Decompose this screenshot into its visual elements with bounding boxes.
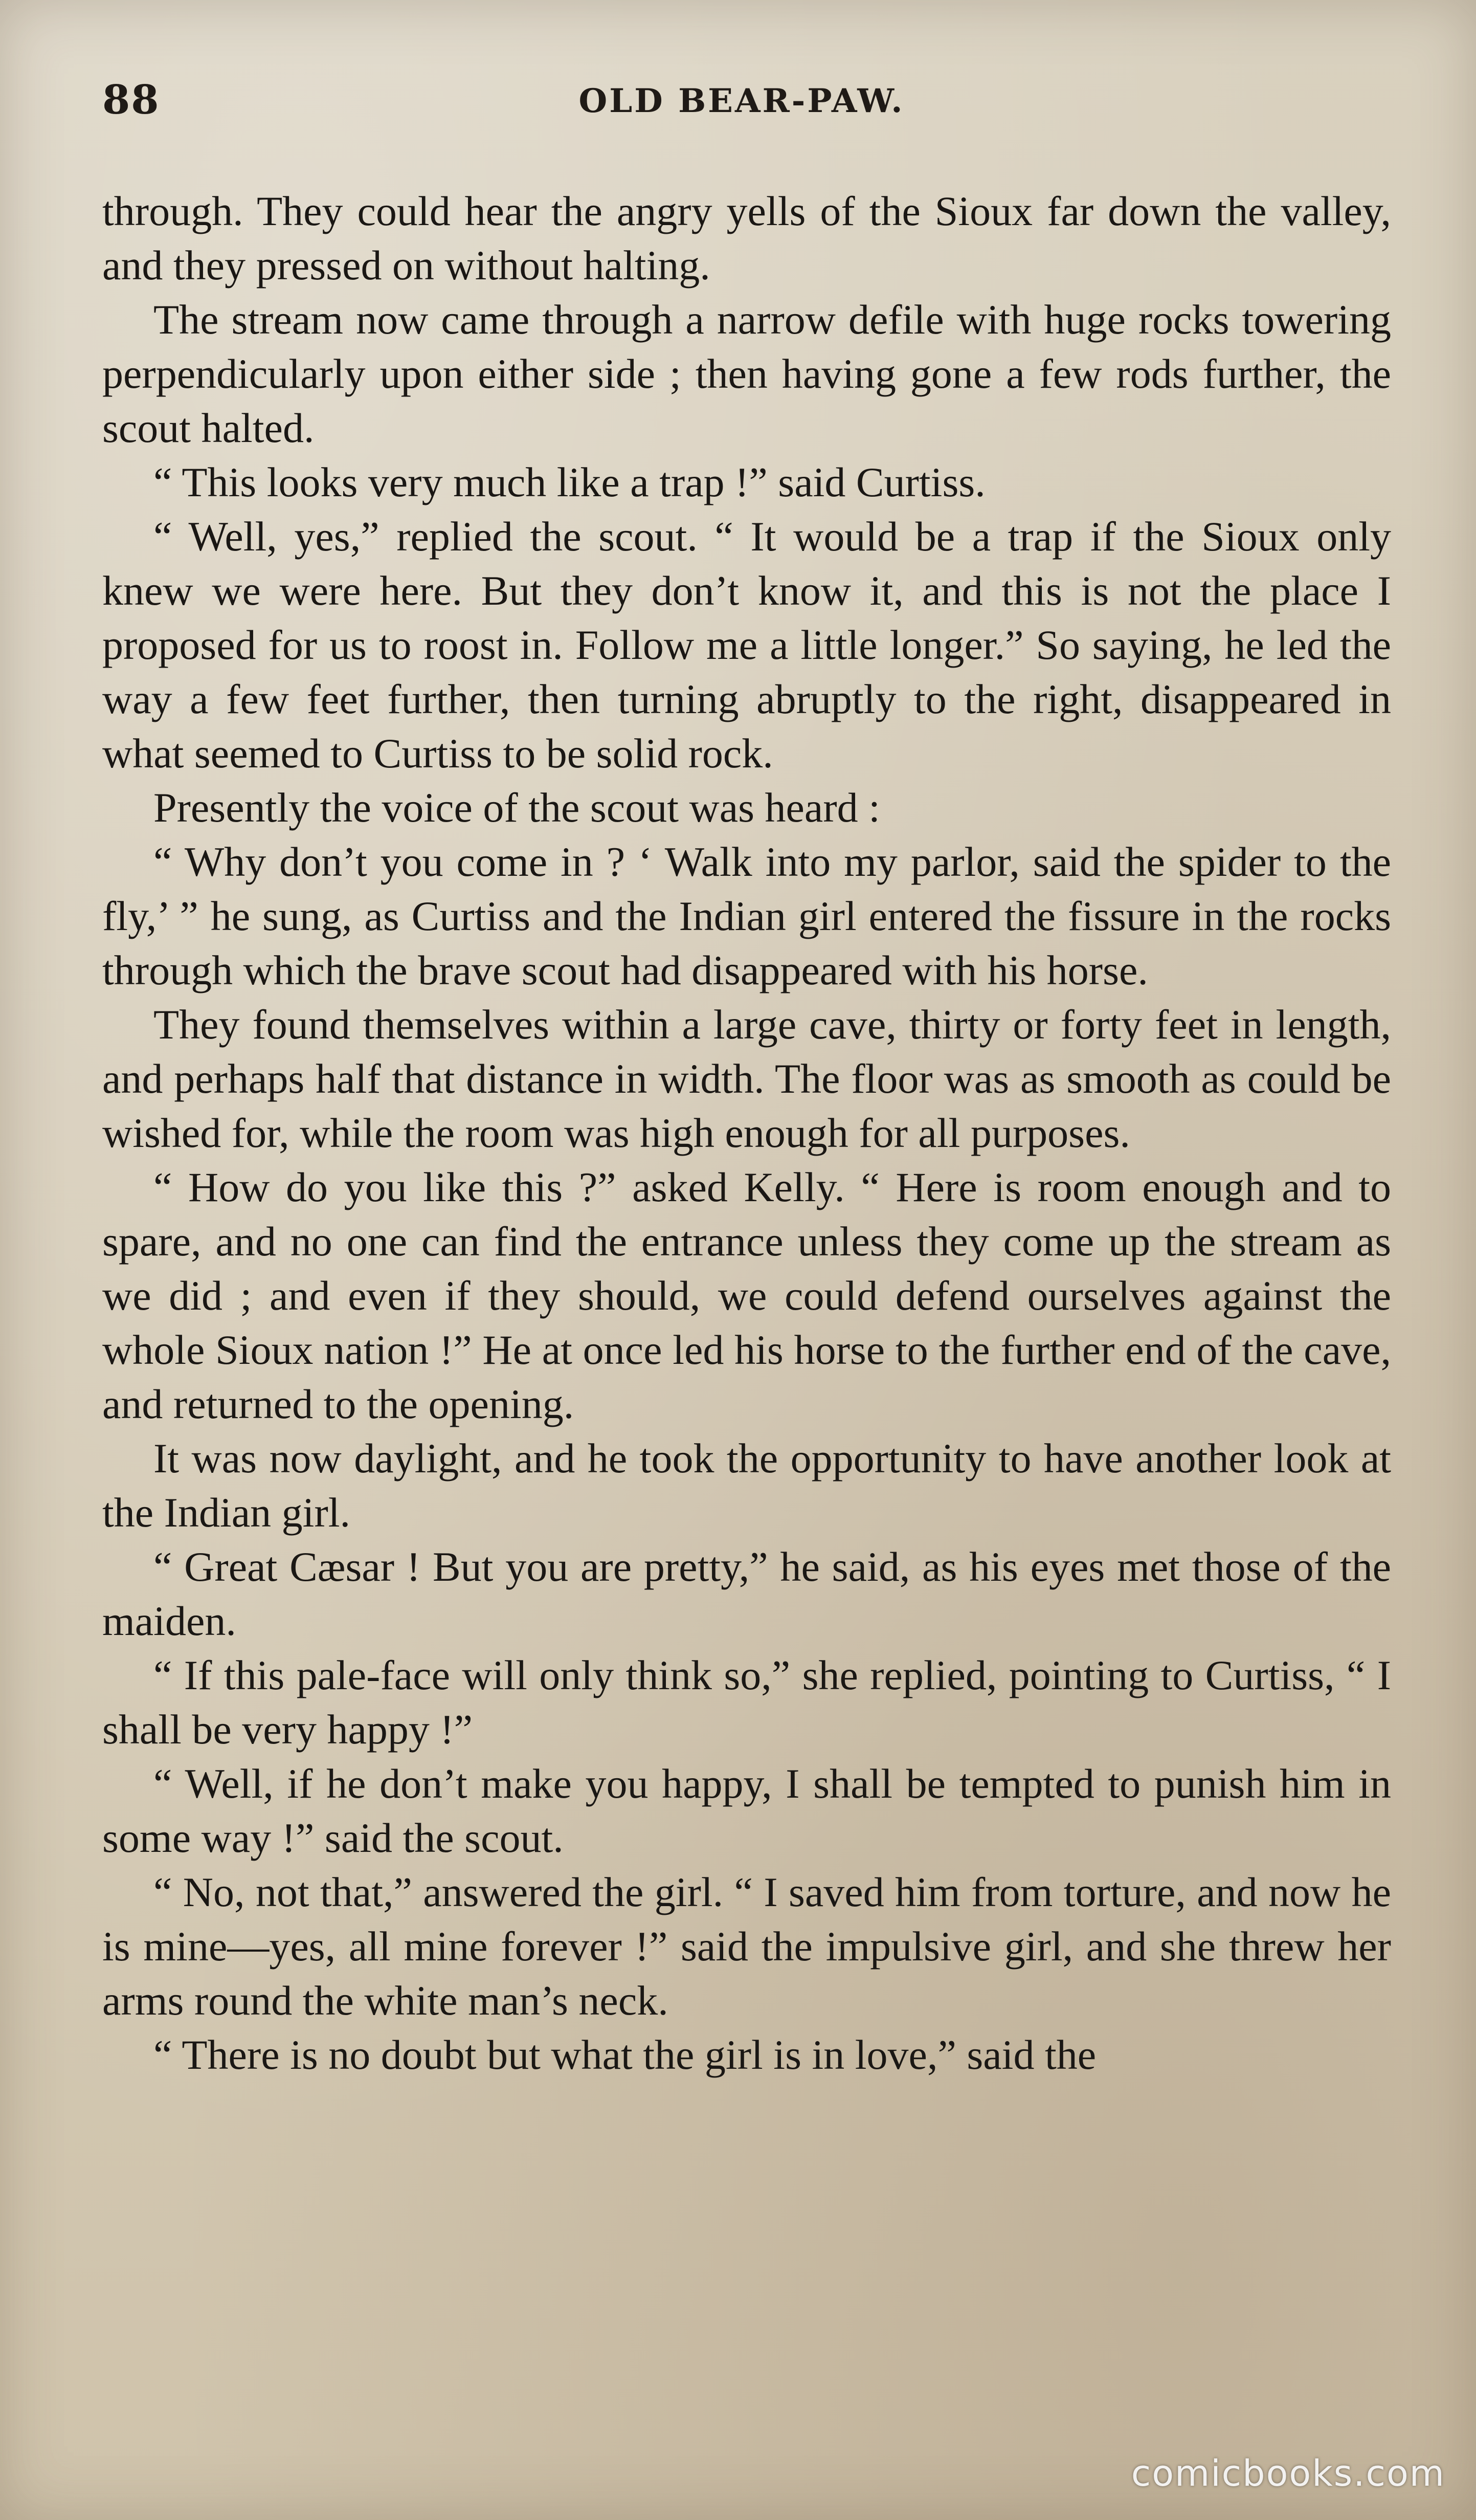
paragraph: “ If this pale-face will only think so,” she replied, pointing to Curtiss, “ I shall be very happy !” xyxy=(102,1652,1391,1753)
paragraph: The stream now came through a narrow defile with huge rocks towering perpendicularly upon either side ; then having gone a few rods further, the scout halted. xyxy=(102,296,1391,451)
page-number: 88 xyxy=(102,77,160,123)
paragraph: “ Great Cæsar ! But you are pretty,” he said, as his eyes met those of the maiden. xyxy=(102,1543,1391,1644)
watermark: comicbooks.com xyxy=(1131,2452,1445,2494)
paragraph: Presently the voice of the scout was heard : xyxy=(153,784,880,831)
paragraph: “ Why don’t you come in ? ‘ Walk into my parlor, said the spider to the fly,’ ” he sung, as Curtiss and the Indian girl entered the fissure in the rocks through which the brave scout had disappeared with his horse. xyxy=(102,838,1391,993)
paragraph: “ How do you like this ?” asked Kelly. “ Here is room enough and to spare, and no one can find the entrance unless they come up the stream as we did ; and even if they should, we could defend ourselves against the whole Sioux nation !” He at once led his horse to the further end of the cave, and returned to the opening. xyxy=(102,1164,1391,1427)
paragraph: It was now daylight, and he took the opportunity to have another look at the Indian girl. xyxy=(102,1435,1391,1536)
paragraph: “ Well, yes,” replied the scout. “ It would be a trap if the Sioux only knew we were here. But they don’t know it, and this is not the place I proposed for us to roost in. Follow me a little longer.” So saying, he led the way a few feet further, then turning abruptly to the right, disappeared in what seemed to Curtiss to be solid rock. xyxy=(102,513,1391,777)
running-head xyxy=(102,77,1381,138)
paragraph: “ There is no doubt but what the girl is in love,” said the xyxy=(153,2031,1097,2078)
paragraph: “ Well, if he don’t make you happy, I shall be tempted to punish him in some way !” said the scout. xyxy=(102,1760,1391,1861)
body-text xyxy=(102,184,1391,2082)
paragraph: “ This looks very much like a trap !” said Curtiss. xyxy=(153,459,986,505)
paragraph: They found themselves within a large cave, thirty or forty feet in length, and perhaps half that distance in width. The floor was as smooth as could be wished for, while the room was high enough for all purposes. xyxy=(102,1001,1391,1156)
paragraph: through. They could hear the angry yells of the Sioux far down the valley, and they pressed on without halting. xyxy=(102,188,1391,289)
running-title: OLD BEAR-PAW. xyxy=(578,82,905,120)
paragraph: “ No, not that,” answered the girl. “ I saved him from torture, and now he is mine—yes, all mine forever !” said the impulsive girl, and she threw her arms round the white man’s neck. xyxy=(102,1869,1391,2024)
